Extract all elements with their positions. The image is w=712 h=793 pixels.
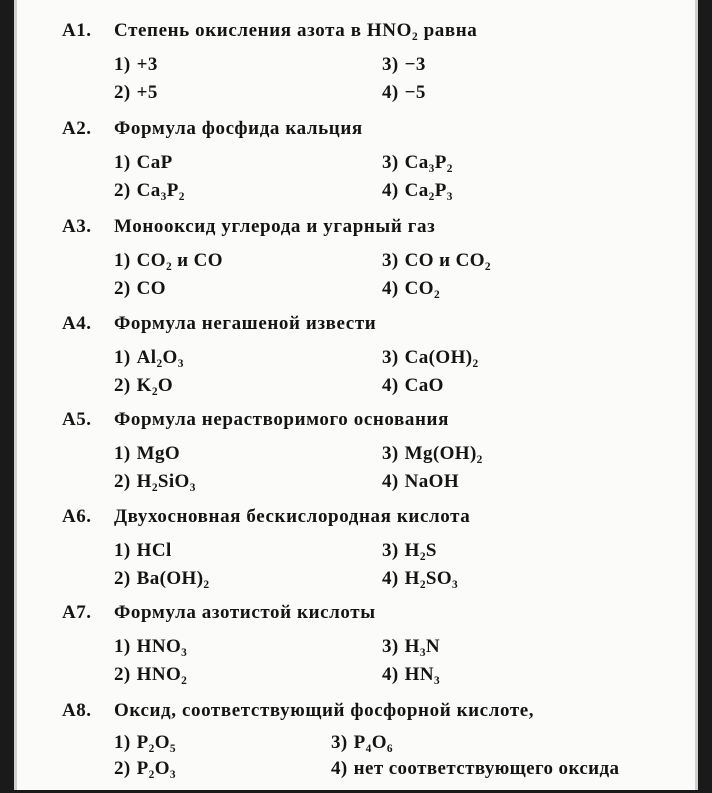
question-a8: [17, 700, 695, 790]
option-value: −5: [404, 82, 426, 103]
option-value: CaP: [136, 152, 173, 173]
answer-option-1[interactable]: [114, 636, 187, 658]
option-number: 2): [114, 278, 131, 299]
answer-option-1[interactable]: [114, 152, 173, 174]
option-number: 3): [382, 347, 399, 368]
option-number: 2): [114, 180, 131, 201]
question-text: Монооксид углерода и угарный газ: [114, 216, 436, 237]
option-value: CO и CO₂: [404, 250, 491, 271]
option-number: 4): [382, 568, 399, 589]
option-number: 4): [382, 471, 399, 492]
answer-option-4[interactable]: [331, 758, 619, 780]
question-number: A1.: [62, 20, 92, 41]
question-a2: [17, 118, 695, 208]
option-value: HNO₃: [136, 636, 188, 657]
option-value: −3: [404, 54, 426, 75]
option-number: 1): [114, 636, 131, 657]
answer-option-1[interactable]: [114, 250, 223, 272]
option-value: P₄O₆: [353, 732, 394, 753]
option-number: 1): [114, 347, 131, 368]
question-number: A8.: [62, 700, 92, 721]
option-value: HNO₂: [136, 664, 188, 685]
answer-option-2[interactable]: [114, 471, 196, 493]
answer-option-4[interactable]: [382, 82, 426, 104]
option-number: 2): [114, 82, 131, 103]
answer-option-3[interactable]: [382, 540, 437, 562]
option-number: 1): [114, 152, 131, 173]
option-number: 3): [331, 732, 348, 753]
option-value: CaO: [404, 375, 444, 396]
option-number: 1): [114, 732, 131, 753]
option-number: 2): [114, 568, 131, 589]
option-number: 2): [114, 471, 131, 492]
question-text: Формула фосфида кальция: [114, 118, 363, 139]
question-number: A3.: [62, 216, 92, 237]
option-value: HN₃: [404, 664, 441, 685]
option-value: MgO: [136, 443, 181, 464]
answer-option-1[interactable]: [114, 347, 184, 369]
option-number: 2): [114, 375, 131, 396]
answer-option-2[interactable]: [114, 375, 173, 397]
question-number: A4.: [62, 313, 92, 334]
answer-option-2[interactable]: [114, 758, 176, 780]
option-value: Ca₃P₂: [136, 180, 185, 201]
option-value: P₂O₅: [136, 732, 177, 753]
question-number: A7.: [62, 602, 92, 623]
answer-option-2[interactable]: [114, 278, 166, 300]
answer-option-1[interactable]: [114, 443, 180, 465]
option-value: +5: [136, 82, 158, 103]
question-a5: [17, 409, 695, 499]
option-number: 1): [114, 540, 131, 561]
answer-option-4[interactable]: [382, 568, 458, 590]
answer-option-3[interactable]: [382, 152, 453, 174]
option-number: 4): [382, 278, 399, 299]
answer-option-4[interactable]: [382, 375, 444, 397]
option-number: 4): [331, 758, 348, 779]
option-value: Al₂O₃: [136, 347, 184, 368]
option-value: нет соответствующего оксида: [353, 758, 620, 779]
question-text: Степень окисления азота в HNO₂ равна: [114, 20, 478, 41]
answer-option-3[interactable]: [382, 443, 483, 465]
option-number: 3): [382, 443, 399, 464]
answer-option-4[interactable]: [382, 471, 459, 493]
option-number: 3): [382, 250, 399, 271]
answer-option-3[interactable]: [382, 347, 479, 369]
answer-option-3[interactable]: [331, 732, 393, 754]
option-value: H₃N: [404, 636, 441, 657]
option-value: K₂O: [136, 375, 174, 396]
question-a4: [17, 313, 695, 403]
answer-option-3[interactable]: [382, 250, 491, 272]
answer-option-4[interactable]: [382, 278, 440, 300]
option-value: Ba(OH)₂: [136, 568, 210, 589]
question-text: Формула нерастворимого основания: [114, 409, 449, 430]
question-number: A6.: [62, 506, 92, 527]
answer-option-1[interactable]: [114, 540, 172, 562]
option-value: Ca₃P₂: [404, 152, 453, 173]
option-number: 1): [114, 250, 131, 271]
question-number: A2.: [62, 118, 92, 139]
question-a3: [17, 216, 695, 306]
option-number: 4): [382, 82, 399, 103]
option-value: P₂O₃: [136, 758, 177, 779]
answer-option-2[interactable]: [114, 180, 185, 202]
option-number: 2): [114, 664, 131, 685]
option-value: CO: [136, 278, 166, 299]
option-number: 3): [382, 54, 399, 75]
option-value: H₂SiO₃: [136, 471, 196, 492]
option-value: Mg(OH)₂: [404, 443, 483, 464]
question-a6: [17, 506, 695, 596]
option-value: Ca₂P₃: [404, 180, 453, 201]
answer-option-1[interactable]: [114, 54, 158, 76]
question-number: A5.: [62, 409, 92, 430]
option-number: 3): [382, 636, 399, 657]
answer-option-4[interactable]: [382, 664, 440, 686]
option-number: 4): [382, 664, 399, 685]
option-value: Ca(OH)₂: [404, 347, 479, 368]
test-sheet: [14, 0, 698, 790]
option-value: NaOH: [404, 471, 460, 492]
question-a1: [17, 20, 695, 110]
option-number: 1): [114, 54, 131, 75]
question-a7: [17, 602, 695, 692]
question-text: Формула азотистой кислоты: [114, 602, 376, 623]
answer-option-2[interactable]: [114, 82, 158, 104]
option-value: +3: [136, 54, 158, 75]
answer-option-1[interactable]: [114, 732, 176, 754]
option-value: CO₂ и CO: [136, 250, 223, 271]
option-value: HCl: [136, 540, 172, 561]
option-number: 3): [382, 152, 399, 173]
question-text: Формула негашеной извести: [114, 313, 377, 334]
answer-option-3[interactable]: [382, 636, 440, 658]
option-number: 1): [114, 443, 131, 464]
option-number: 4): [382, 180, 399, 201]
answer-option-3[interactable]: [382, 54, 426, 76]
option-value: H₂S: [404, 540, 437, 561]
answer-option-2[interactable]: [114, 664, 187, 686]
answer-option-4[interactable]: [382, 180, 453, 202]
option-number: 4): [382, 375, 399, 396]
option-number: 3): [382, 540, 399, 561]
option-value: H₂SO₃: [404, 568, 459, 589]
question-text: Двухосновная бескислородная кислота: [114, 506, 471, 527]
option-value: CO₂: [404, 278, 441, 299]
answer-option-2[interactable]: [114, 568, 210, 590]
option-number: 2): [114, 758, 131, 779]
question-text: Оксид, соответствующий фосфорной кислоте,: [114, 700, 535, 721]
